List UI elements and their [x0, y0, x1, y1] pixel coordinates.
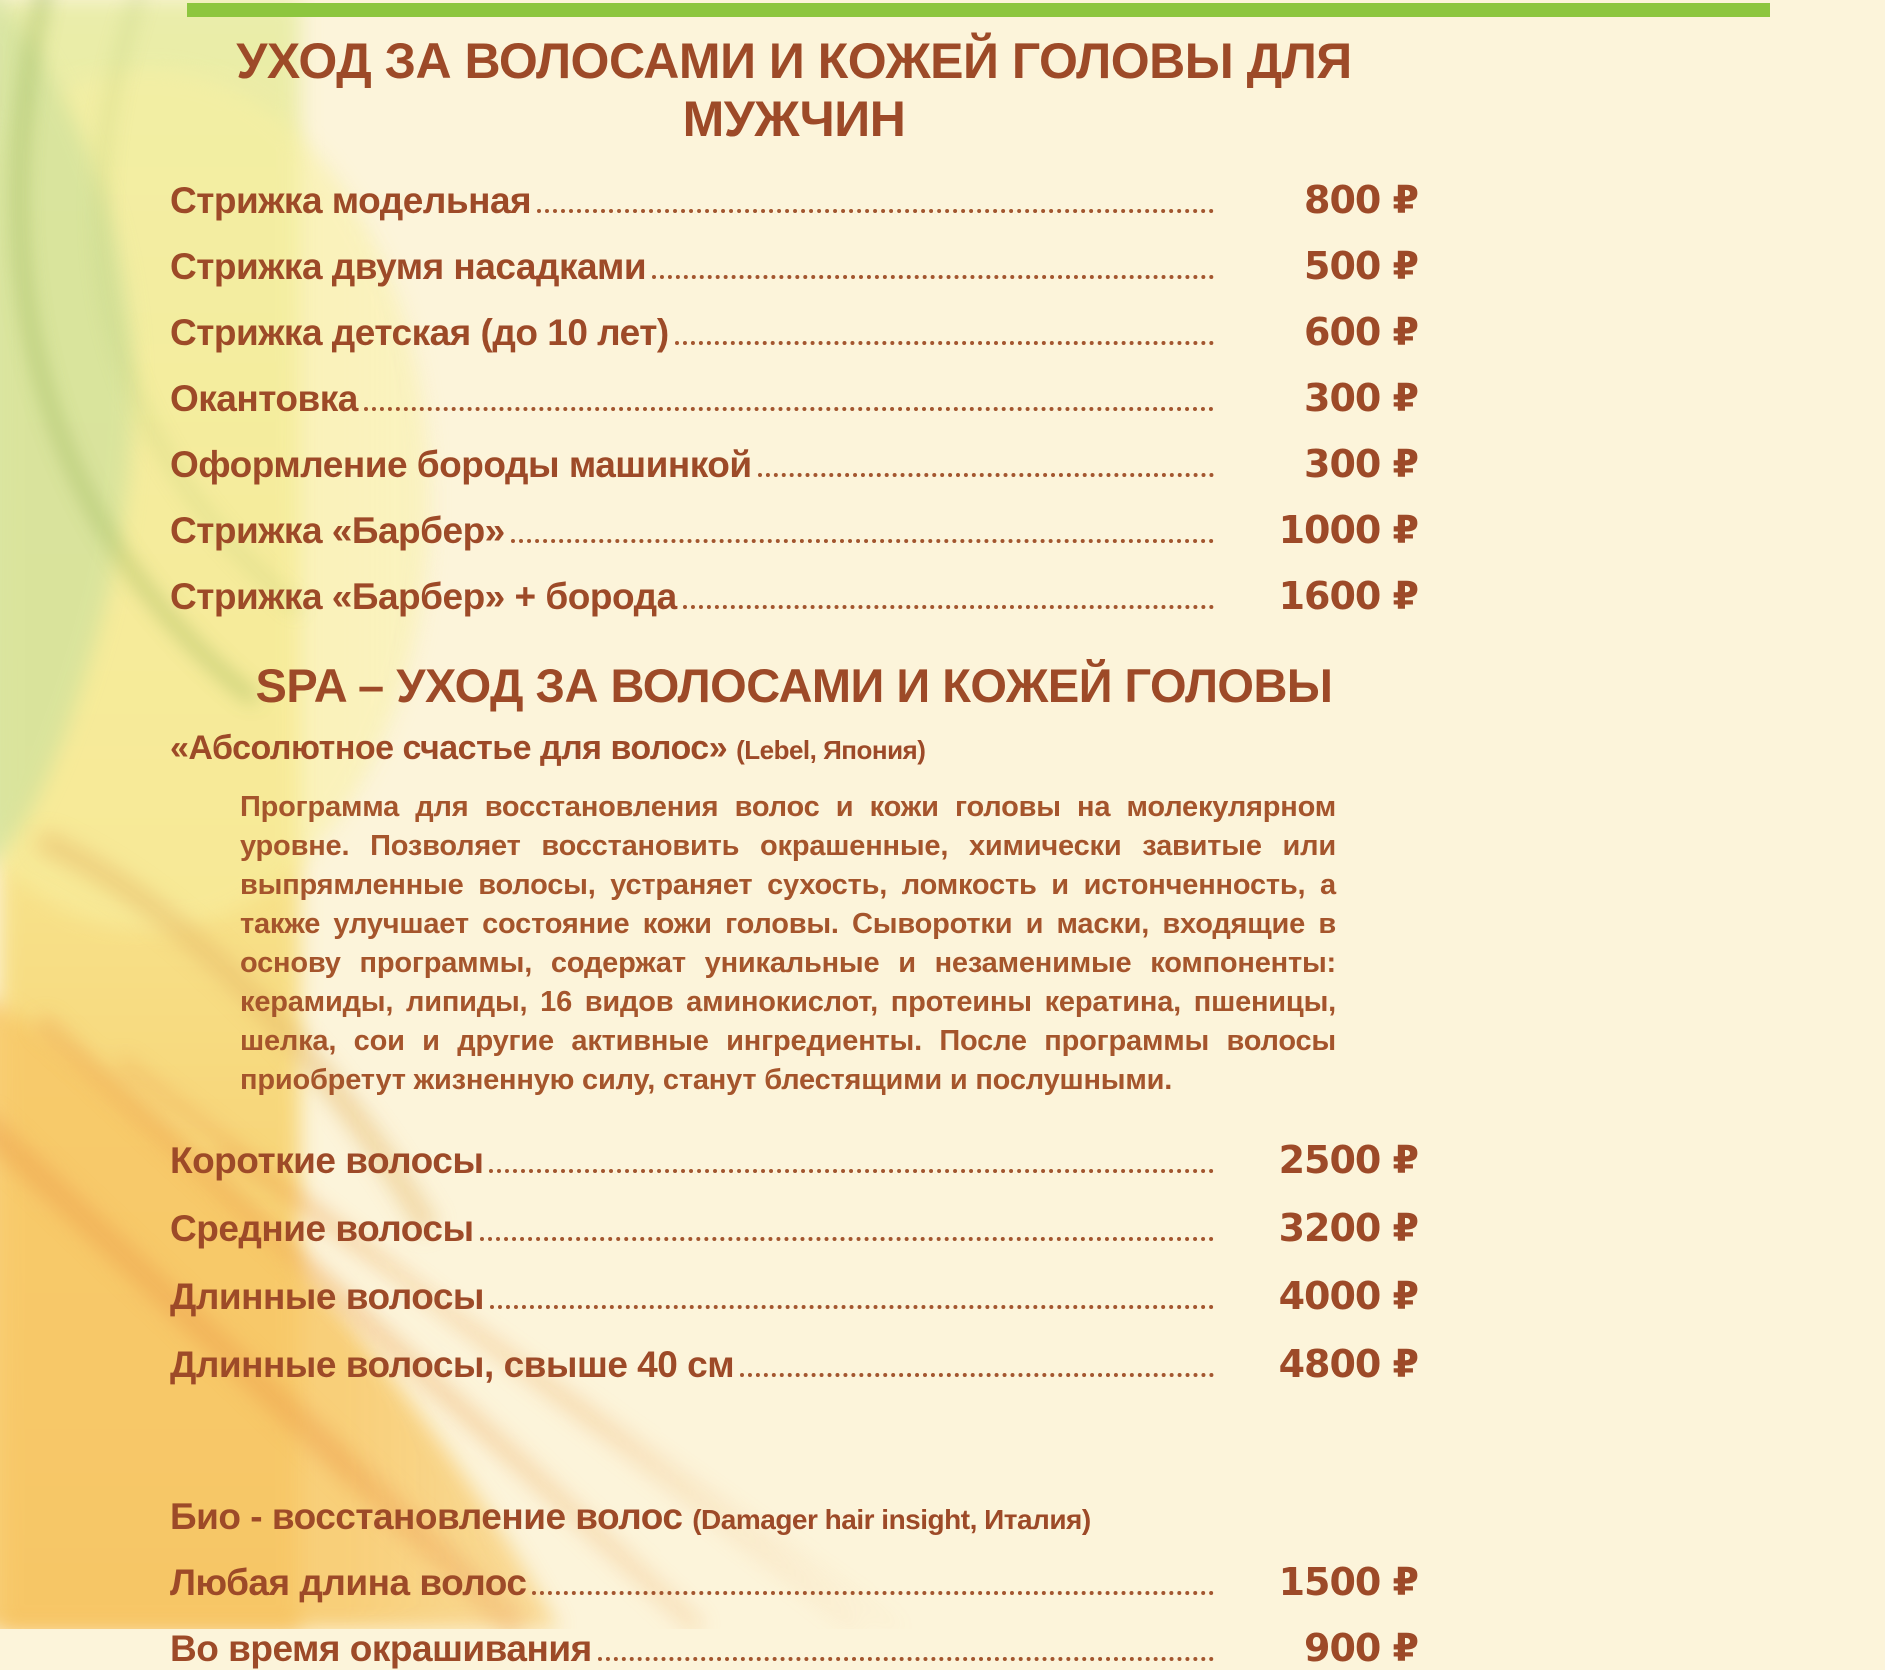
- dotted-leader: [652, 275, 1214, 279]
- service-price: 4800 ₽: [1278, 1342, 1418, 1386]
- service-price: 500 ₽: [1304, 244, 1418, 288]
- service-label: Любая длина волос: [170, 1562, 527, 1603]
- service-price: 300 ₽: [1304, 442, 1418, 486]
- service-label: Стрижка модельная: [170, 180, 532, 221]
- program-heading-note: (Lebel, Япония): [736, 735, 926, 765]
- dotted-leader: [532, 1591, 1214, 1595]
- service-label: Окантовка: [170, 378, 358, 419]
- service-label: Стрижка детская (до 10 лет): [170, 312, 669, 353]
- bio-heading-note: (Damager hair insight, Италия): [692, 1504, 1091, 1535]
- price-row: [170, 1318, 1418, 1386]
- bio-price-rows: [170, 1538, 1418, 1670]
- program-heading-text: «Абсолютное счастье для волос»: [170, 729, 728, 767]
- service-price: 900 ₽: [1304, 1626, 1418, 1670]
- price-row: [170, 1250, 1418, 1318]
- price-row: [170, 1538, 1418, 1604]
- price-row: [170, 222, 1418, 288]
- dotted-leader: [758, 473, 1214, 477]
- bio-heading-text: Био - восстановление волос: [170, 1496, 683, 1537]
- dotted-leader: [537, 209, 1214, 213]
- price-row: [170, 420, 1418, 486]
- price-row: [170, 552, 1418, 618]
- service-label: Стрижка двумя насадками: [170, 246, 647, 287]
- bio-heading: [170, 1496, 1418, 1538]
- service-price: 2500 ₽: [1278, 1138, 1418, 1182]
- service-price: 3200 ₽: [1278, 1206, 1418, 1250]
- price-row: [170, 1182, 1418, 1250]
- spa-price-rows: [170, 1114, 1418, 1386]
- top-accent-bar: [187, 3, 1770, 17]
- service-price: 300 ₽: [1304, 376, 1418, 420]
- service-price: 1000 ₽: [1278, 508, 1418, 552]
- section-title-spa: SPA – УХОД ЗА ВОЛОСАМИ И КОЖЕЙ ГОЛОВЫ: [255, 659, 1333, 712]
- service-label: Оформление бороды машинкой: [170, 444, 752, 485]
- service-label: Короткие волосы: [170, 1140, 484, 1181]
- service-price: 4000 ₽: [1278, 1274, 1418, 1318]
- service-price: 1600 ₽: [1278, 574, 1418, 618]
- dotted-leader: [683, 605, 1214, 609]
- price-row: [170, 486, 1418, 552]
- service-price: 800 ₽: [1304, 178, 1418, 222]
- service-price: 1500 ₽: [1278, 1560, 1418, 1604]
- dotted-leader: [364, 407, 1214, 411]
- service-label: Стрижка «Барбер»: [170, 510, 505, 551]
- service-label: Длинные волосы: [170, 1276, 485, 1317]
- service-label: Длинные волосы, свыше 40 см: [170, 1344, 735, 1385]
- program-description: Программа для восстановления волос и кожи головы на молекулярном уровне. Позволяет восстановить окрашенные, химически завитые или выпрямленные волосы, устраняет сухость, ломкость и истонченность, а также улучшает состояние кожи головы. Сыворотки и маски, входящие в основу программы, содержат уникальные и незаменимые компоненты: керамиды, липиды, 16 видов аминокислот, протеины кератина, пшеницы, шелка, сои и другие активные ингредиенты. После программы волосы приобретут жизненную силу, станут блестящими и послушными.: [240, 791, 1336, 1096]
- price-row: [170, 354, 1418, 420]
- price-row: [170, 288, 1418, 354]
- dotted-leader: [598, 1657, 1214, 1661]
- dotted-leader: [489, 1169, 1214, 1173]
- price-row: [170, 1114, 1418, 1182]
- price-row: [170, 156, 1418, 222]
- dotted-leader: [490, 1305, 1214, 1309]
- men-price-rows: [170, 156, 1418, 618]
- dotted-leader: [480, 1237, 1214, 1241]
- service-label: Средние волосы: [170, 1208, 474, 1249]
- section-title-men: УХОД ЗА ВОЛОСАМИ И КОЖЕЙ ГОЛОВЫ ДЛЯ МУЖЧИН: [236, 33, 1352, 147]
- dotted-leader: [675, 341, 1214, 345]
- dotted-leader: [740, 1373, 1214, 1377]
- service-price: 600 ₽: [1304, 310, 1418, 354]
- program-heading: [170, 729, 1418, 768]
- service-label: Во время окрашивания: [170, 1628, 592, 1669]
- dotted-leader: [511, 539, 1214, 543]
- price-row: [170, 1604, 1418, 1670]
- service-label: Стрижка «Барбер» + борода: [170, 576, 677, 617]
- price-list: [170, 22, 1418, 1670]
